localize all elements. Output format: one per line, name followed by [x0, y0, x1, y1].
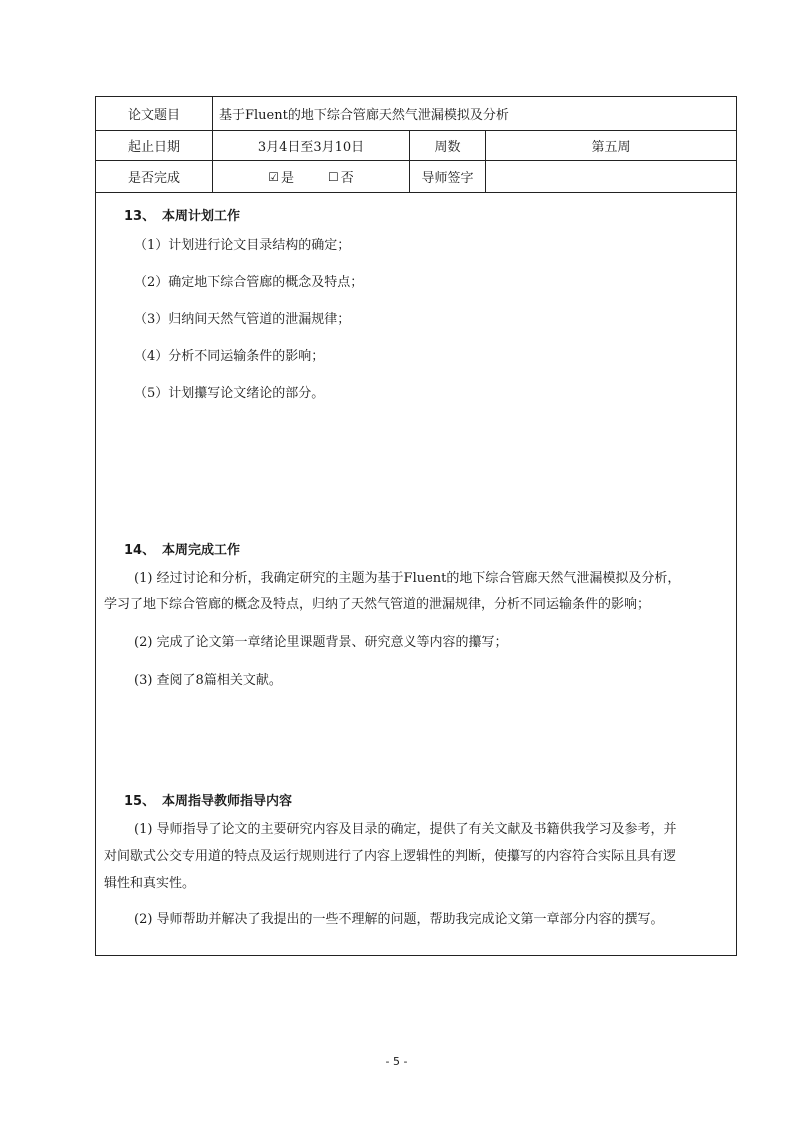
- yes-label: 是: [280, 171, 294, 186]
- row-dates: [96, 131, 736, 161]
- section-13-heading: [124, 205, 240, 224]
- plan-item: （5）计划攥写论文绪论的部分。: [134, 386, 325, 401]
- row-thesis-title: [96, 97, 736, 131]
- completed-line: (3) 查阅了8篇相关文献。: [134, 673, 282, 688]
- section-14-heading: [124, 539, 240, 558]
- plan-item: （2）确定地下综合管廊的概念及特点；: [134, 275, 364, 290]
- guidance-line: (1) 导师指导了论文的主要研究内容及目录的确定，提供了有关文献及书籍供我学习及参考，并: [134, 822, 677, 837]
- section-14-title: 本周完成工作: [162, 543, 241, 558]
- date-range-value: 3月4日至3月10日: [213, 131, 410, 160]
- completed-line: 学习了地下综合管廊的概念及特点，归纳了天然气管道的泄漏规律，分析不同运输条件的影响；: [104, 597, 651, 612]
- row-completion: [96, 161, 736, 193]
- completion-options: [213, 161, 410, 192]
- thesis-title-label: 论文题目: [96, 97, 213, 130]
- guidance-line: 对间歇式公交专用道的特点及运行规则进行了内容上逻辑性的判断，使攥写的内容符合实际且具有逻: [104, 849, 677, 864]
- plan-item: （3）归纳间天然气管道的泄漏规律；: [134, 312, 351, 327]
- week-label: 周数: [410, 131, 486, 160]
- no-checkbox[interactable]: [328, 167, 354, 186]
- section-13-title: 本周计划工作: [162, 209, 241, 224]
- section-15-title: 本周指导教师指导内容: [162, 794, 293, 809]
- page-number: - 5 -: [385, 1055, 408, 1068]
- plan-item: （1）计划进行论文目录结构的确定；: [134, 238, 351, 253]
- section-15-number: 15、: [124, 794, 156, 809]
- plan-item: （4）分析不同运输条件的影响；: [134, 349, 325, 364]
- checked-box-icon: ☑: [268, 169, 279, 184]
- unchecked-box-icon: ☐: [328, 169, 339, 184]
- thesis-title-value: 基于Fluent的地下综合管廊天然气泄漏模拟及分析: [219, 108, 509, 123]
- week-value: 第五周: [591, 140, 631, 155]
- weekly-report-form: [95, 96, 737, 956]
- supervisor-signature-label: 导师签字: [410, 161, 486, 192]
- yes-checkbox[interactable]: [268, 167, 294, 186]
- no-label: 否: [340, 171, 354, 186]
- section-15-heading: [124, 790, 292, 809]
- completed-line: (1) 经过讨论和分析，我确定研究的主题为基于Fluent的地下综合管廊天然气泄漏模拟及分析，: [134, 571, 681, 586]
- completion-label: 是否完成: [96, 161, 213, 192]
- section-14-number: 14、: [124, 543, 156, 558]
- completed-line: (2) 完成了论文第一章绪论里课题背景、研究意义等内容的攥写；: [134, 635, 508, 650]
- guidance-line: 辑性和真实性。: [104, 876, 196, 891]
- guidance-line: (2) 导师帮助并解决了我提出的一些不理解的问题，帮助我完成论文第一章部分内容的撰写。: [134, 912, 664, 927]
- date-range-label: 起止日期: [96, 131, 213, 160]
- supervisor-signature-value[interactable]: [486, 161, 736, 192]
- section-13-number: 13、: [124, 209, 156, 224]
